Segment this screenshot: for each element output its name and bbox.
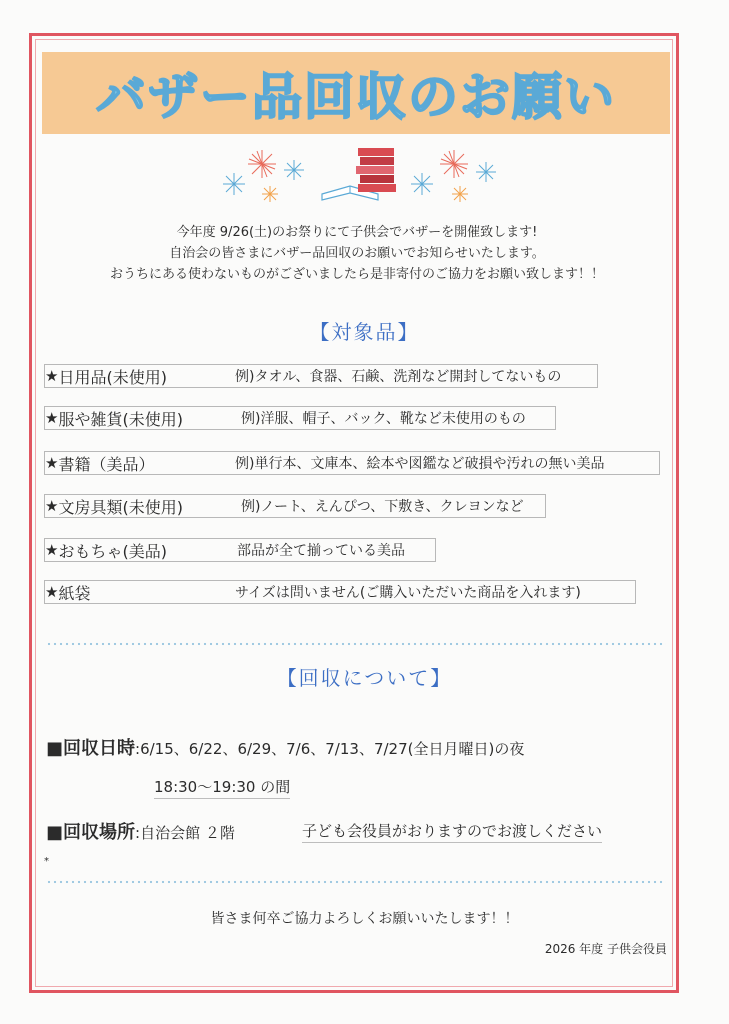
collection-time xyxy=(154,776,290,797)
item-example: 例)単行本、文庫本、絵本や図鑑など破損や汚れの無い美品 xyxy=(235,456,605,472)
star-icon: ★ xyxy=(45,409,59,427)
collection-date xyxy=(46,734,524,760)
time-value: 18:30～19:30 の間 xyxy=(154,778,290,799)
intro-line: おうちにある使わないものがございましたら是非寄付のご協力をお願い致します！！ xyxy=(109,267,604,282)
star-icon: ★ xyxy=(45,497,59,515)
item-name: 紙袋 xyxy=(58,583,91,603)
title-banner xyxy=(42,52,670,134)
star-icon: ★ xyxy=(45,367,59,385)
dotted-divider xyxy=(46,642,666,646)
item-example: 例)タオル、食器、石鹸、洗剤など開封してないもの xyxy=(235,369,562,385)
item-name: おもちゃ(美品) xyxy=(58,541,167,561)
item-name: 書籍（美品） xyxy=(58,454,155,474)
collection-place-note xyxy=(302,820,602,841)
place-note: 子ども会役員がおりますのでお渡しください xyxy=(302,822,602,843)
item-name: 服や雑貨(未使用) xyxy=(58,409,183,429)
list-item xyxy=(44,451,660,475)
list-item xyxy=(44,580,636,604)
dotted-divider xyxy=(46,880,666,884)
item-example: サイズは問いません(ご購入いただいた商品を入れます) xyxy=(235,585,581,601)
collection-place xyxy=(46,818,235,844)
intro-line: 自治会の皆さまにバザー品回収のお願いでお知らせいたします。 xyxy=(169,246,545,261)
intro-line: 今年度 9/26(土)のお祭りにて子供会でバザーを開催致します! xyxy=(176,225,538,240)
star-icon: ★ xyxy=(45,454,59,472)
star-icon: ★ xyxy=(45,583,59,601)
item-name: 文房具類(未使用) xyxy=(58,497,183,517)
items-heading: 【対象品】 xyxy=(309,320,420,344)
page-title: バザー品回収のお願い xyxy=(96,68,616,126)
item-example: 例)ノート、えんぴつ、下敷き、クレヨンなど xyxy=(241,499,524,515)
books-fireworks-illustration xyxy=(210,142,510,212)
list-item xyxy=(44,538,436,562)
signature: 2026 年度 子供会役員 xyxy=(544,942,667,956)
collection-heading: 【回収について】 xyxy=(276,666,453,690)
place-label: ■回収場所 xyxy=(46,822,136,843)
list-item xyxy=(44,364,598,388)
list-item xyxy=(44,406,556,430)
place-value: :自治会館 ２階 xyxy=(135,824,235,842)
asterisk-mark: * xyxy=(44,856,49,867)
date-label: ■回収日時 xyxy=(46,738,136,759)
item-example: 例)洋服、帽子、バック、靴など未使用のもの xyxy=(241,411,526,427)
intro-text xyxy=(44,222,670,285)
closing-message: 皆さま何卒ご協力よろしくお願いいたします！！ xyxy=(210,911,519,927)
item-name: 日用品(未使用) xyxy=(58,367,167,387)
star-icon: ★ xyxy=(45,541,59,559)
date-value: :6/15、6/22、6/29、7/6、7/13、7/27(全日月曜日)の夜 xyxy=(135,740,525,758)
list-item xyxy=(44,494,546,518)
item-example: 部品が全て揃っている美品 xyxy=(237,543,405,559)
